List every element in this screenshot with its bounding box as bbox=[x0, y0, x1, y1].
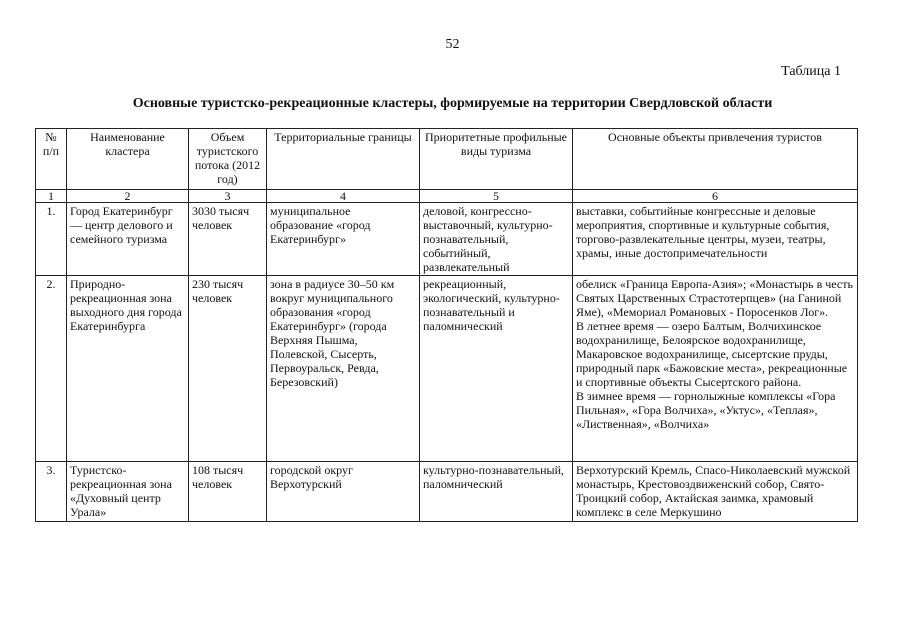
cluster-name: Туристско-рекреационная зона «Духовный центр Урала» bbox=[67, 462, 189, 522]
objects-paragraph-summer: В летнее время — озеро Балтым, Волчихинское водохранилище, Белоярское водохранилище, Макаровское водохранилище, сысертские пруды, природный парк «Бажовские места», рекреационные и спортивные объекты Сысертского района. bbox=[576, 319, 848, 389]
header-objects: Основные объекты привлечения туристов bbox=[573, 129, 858, 190]
column-number: 1 bbox=[36, 190, 67, 203]
header-types: Приоритетные профильные виды туризма bbox=[420, 129, 573, 190]
header-name: Наименование кластера bbox=[67, 129, 189, 190]
table-row bbox=[36, 276, 858, 462]
tourism-types: деловой, конгрессно-выставочный, культурно-познавательный, событийный, развлекательный bbox=[420, 203, 573, 276]
table-label: Таблица 1 bbox=[781, 64, 841, 79]
table-row bbox=[36, 462, 858, 522]
column-number: 3 bbox=[189, 190, 267, 203]
attraction-objects bbox=[573, 276, 858, 462]
objects-paragraph-winter: В зимнее время — горнолыжные комплексы «Гора Пильная», «Гора Волчиха», «Уктус», «Теплая», «Лиственная», «Волчиха» bbox=[576, 389, 836, 431]
attraction-objects bbox=[573, 203, 858, 276]
header-borders: Территориальные границы bbox=[267, 129, 420, 190]
row-number: 3. bbox=[36, 462, 67, 522]
cluster-name: Природно-рекреационная зона выходного дня города Екатеринбурга bbox=[67, 276, 189, 462]
table-row bbox=[36, 203, 858, 276]
column-number-row bbox=[36, 190, 858, 203]
tourist-flow: 3030 тысяч человек bbox=[189, 203, 267, 276]
tourist-flow: 108 тысяч человек bbox=[189, 462, 267, 522]
document-title: Основные туристско-рекреационные кластеры, формируемые на территории Свердловской области bbox=[132, 96, 773, 111]
row-number: 2. bbox=[36, 276, 67, 462]
column-number: 6 bbox=[573, 190, 858, 203]
territorial-borders: муниципальное образование «город Екатеринбург» bbox=[267, 203, 420, 276]
tourism-types: рекреационный, экологический, культурно-познавательный и паломнический bbox=[420, 276, 573, 462]
objects-paragraph: Верхотурский Кремль, Спасо-Николаевский мужской монастырь, Крестовоздвиженский собор, Свято-Троицкий собор, Актайская заимка, храмовый комплекс в селе Меркушино bbox=[576, 463, 851, 519]
territorial-borders: зона в радиусе 30–50 км вокруг муниципального образования «город Екатеринбург» (города Верхняя Пышма, Полевской, Сысерть, Первоуральск, Ревда, Березовский) bbox=[267, 276, 420, 462]
objects-paragraph: обелиск «Граница Европа-Азия»; «Монастырь в честь Святых Царственных Страстотерпцев» (на Ганиной Яме), «Мемориал Романовых - Поросенков Лог». bbox=[576, 277, 853, 319]
clusters-table bbox=[35, 128, 858, 522]
column-number: 5 bbox=[420, 190, 573, 203]
header-num: № п/п bbox=[36, 129, 67, 190]
territorial-borders: городской округ Верхотурский bbox=[267, 462, 420, 522]
column-number: 4 bbox=[267, 190, 420, 203]
table-header-row bbox=[36, 129, 858, 190]
objects-paragraph: выставки, событийные конгрессные и деловые мероприятия, спортивные и культурные события, торгово-развлекательные центры, музеи, театры, храмы, иные достопримечательности bbox=[576, 204, 830, 260]
tourist-flow: 230 тысяч человек bbox=[189, 276, 267, 462]
page-number: 52 bbox=[445, 37, 460, 52]
column-number: 2 bbox=[67, 190, 189, 203]
cluster-name: Город Екатеринбург — центр делового и семейного туризма bbox=[67, 203, 189, 276]
attraction-objects bbox=[573, 462, 858, 522]
header-flow: Объем туристского потока (2012 год) bbox=[189, 129, 267, 190]
tourism-types: культурно-познавательный, паломнический bbox=[420, 462, 573, 522]
row-number: 1. bbox=[36, 203, 67, 276]
